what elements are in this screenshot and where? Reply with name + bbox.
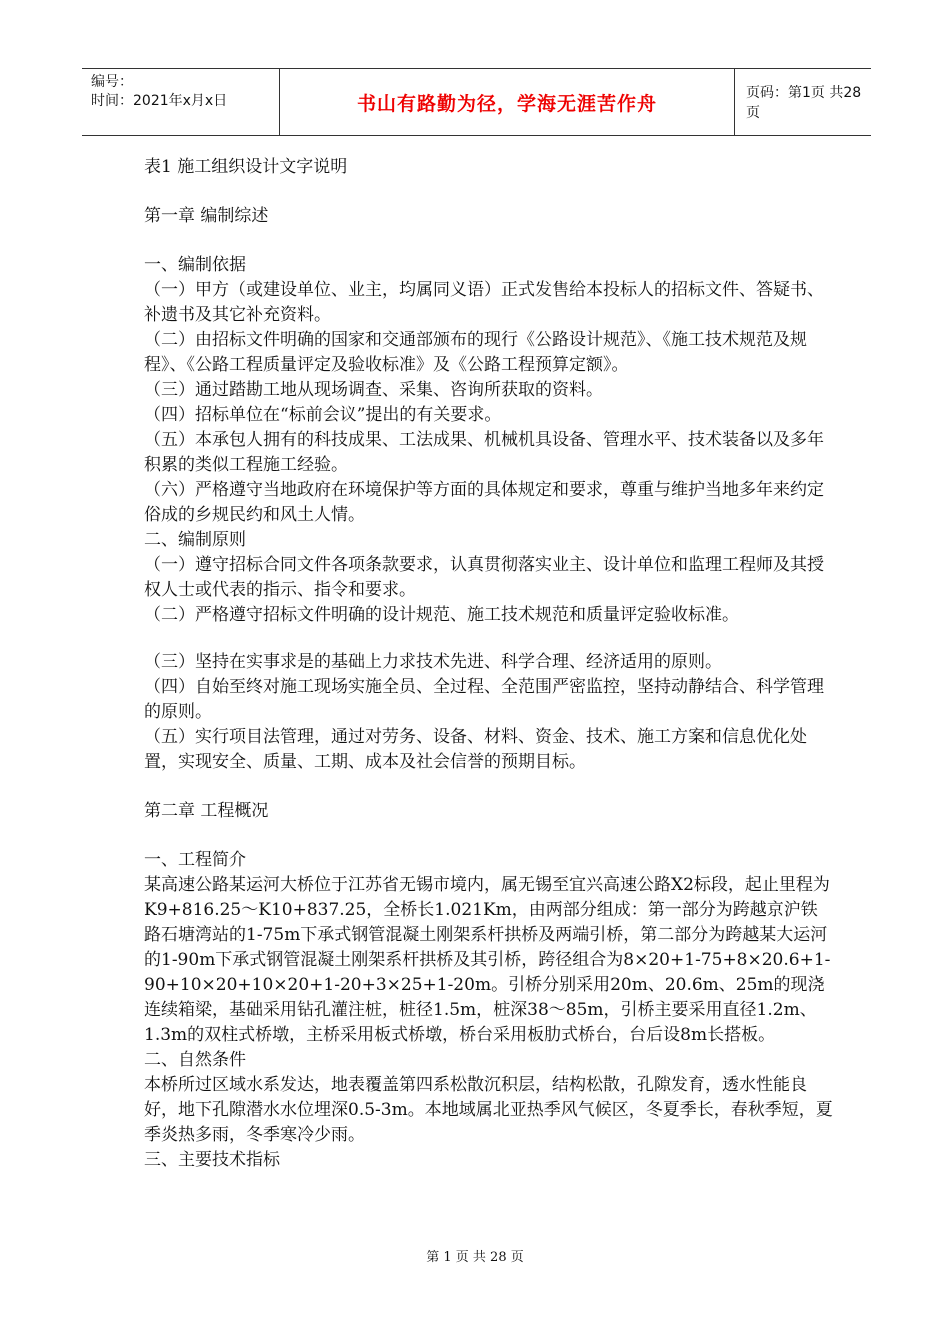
section-heading: 一、编制依据: [144, 255, 246, 275]
paragraph: （一）遵守招标合同文件各项条款要求，认真贯彻落实业主、设计单位和监理工程师及其授权人士或代表的指示、指令和要求。: [144, 555, 824, 600]
page-header: [82, 68, 871, 136]
paragraph: 本桥所过区域水系发达，地表覆盖第四系松散沉积层，结构松散，孔隙发育，透水性能良好，地下孔隙潜水水位埋深0.5-3m。本地域属北亚热季风气候区，冬夏季长，春秋季短，夏季炎热多雨，冬季寒冷少雨。: [144, 1075, 833, 1145]
paragraph: （六）严格遵守当地政府在环境保护等方面的具体规定和要求，尊重与维护当地多年来约定俗成的乡规民约和风土人情。: [144, 480, 824, 525]
paragraph: （二）由招标文件明确的国家和交通部颁布的现行《公路设计规范》、《施工技术规范及规程》、《公路工程质量评定及验收标准》及《公路工程预算定额》。: [144, 330, 807, 375]
paragraph: 某高速公路某运河大桥位于江苏省无锡市境内，属无锡至宜兴高速公路X2标段，起止里程为K9+816.25～K10+837.25，全桥长1.021Km，由两部分组成：第一部分为跨越京沪铁路石塘湾站的1-75m下承式钢管混凝土刚架系杆拱桥及两端引桥，第二部分为跨越某大运河的1-90m下承式钢管混凝土刚架系杆拱桥及其引桥，跨径组合为8×20+1-75+8×20.6+1-90+10×20+10×20+1-20+3×25+1-20m。引桥分别采用20m、20.6m、25m的现浇连续箱梁，基础采用钻孔灌注桩，桩径1.5m，桩深38～85m，引桥主要采用直径1.2m、1.3m的双柱式桥墩，主桥采用板式桥墩，桥台采用板肋式桥台，台后设8m长搭板。: [144, 875, 831, 1045]
header-page-info: 页码：第1页 共28页: [746, 85, 862, 121]
paragraph: （五）本承包人拥有的科技成果、工法成果、机械机具设备、管理水平、技术装备以及多年积累的类似工程施工经验。: [144, 430, 824, 475]
doc-time-label: 时间：2021年x月x日: [91, 93, 228, 109]
paragraph: （四）招标单位在“标前会议”提出的有关要求。: [144, 405, 502, 425]
header-motto-cell: [280, 69, 735, 135]
paragraph: （四）自始至终对施工现场实施全员、全过程、全范围严密监控，坚持动静结合、科学管理的原则。: [144, 677, 824, 722]
chapter-heading: 第二章 工程概况: [144, 801, 269, 821]
header-page-info-cell: [735, 69, 871, 135]
header-motto: 书山有路勤为径，学海无涯苦作舟: [356, 92, 657, 115]
section-heading: 一、工程简介: [144, 850, 246, 870]
paragraph: （一）甲方（或建设单位、业主，均属同义语）正式发售给本投标人的招标文件、答疑书、补遗书及其它补充资料。: [144, 280, 824, 325]
paragraph: （三）通过踏勘工地从现场调查、采集、咨询所获取的资料。: [144, 380, 603, 400]
header-meta: [82, 69, 280, 135]
paragraph: （五）实行项目法管理，通过对劳务、设备、材料、资金、技术、施工方案和信息优化处置，实现安全、质量、工期、成本及社会信誉的预期目标。: [144, 727, 807, 772]
section-heading: 二、编制原则: [144, 530, 246, 550]
footer-page-number: 第 1 页 共 28 页: [426, 1250, 524, 1265]
section-heading: 二、自然条件: [144, 1050, 246, 1070]
chapter-heading: 第一章 编制综述: [144, 206, 269, 226]
section-heading: 三、主要技术指标: [144, 1150, 280, 1170]
paragraph: （三）坚持在实事求是的基础上力求技术先进、科学合理、经济适用的原则。: [144, 652, 722, 672]
paragraph: （二）严格遵守招标文件明确的设计规范、施工技术规范和质量评定验收标准。: [144, 605, 739, 625]
doc-number-label: 编号：: [91, 74, 133, 90]
page-footer: [0, 1246, 950, 1265]
document-body: [144, 155, 834, 1173]
table-title: 表1 施工组织设计文字说明: [144, 157, 348, 177]
